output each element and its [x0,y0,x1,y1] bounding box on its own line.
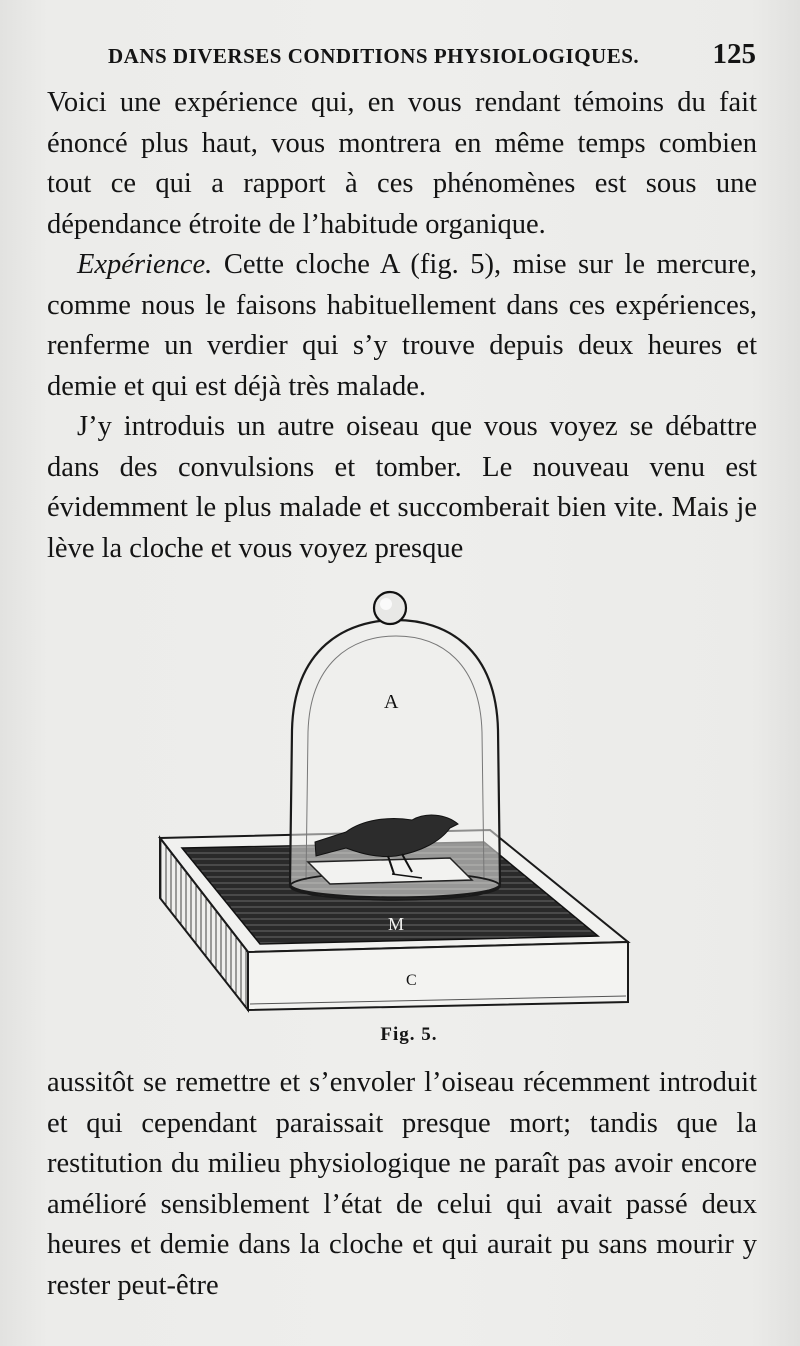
paragraph-4: aussitôt se remettre et s’envoler l’oiseau récemment introduit et qui cependant paraissait presque mort; tandis que la restitution du milieu physiologique ne paraît pas avoir encore amélioré sensiblement l’état de celui qui avait passé deux heures et demie dans la cloche et qui aurait pu sans mourir y rester peut-être [47,1067,757,1301]
label-mercury: M [388,914,405,934]
bell-jar-illustration [150,580,640,1020]
text-block-top [47,83,757,569]
figure-bell-jar [150,580,640,1020]
text-block-bottom [47,1063,757,1306]
paragraph-2-body: Cette cloche A (fig. 5), mise sur le mercure, comme nous le faisons habituellement dans ces expériences, renferme un verdier qui s’y trouve depuis deux heures et demie et qui est déjà très malade. [47,249,757,402]
figure-caption: Fig. 5. [380,1024,438,1045]
label-bell: A [384,691,399,713]
running-head: DANS DIVERSES CONDITIONS PHYSIOLOGIQUES. [108,44,640,68]
page-header [108,38,756,72]
label-basin: C [406,972,417,989]
paragraph-1: Voici une expérience qui, en vous rendant témoins du fait énoncé plus haut, vous montrera en même temps combien tout ce qui a rapport à ces phénomènes est sous une dépendance étroite de l’habitude organique. [47,87,757,240]
paragraph-3: J’y introduis un autre oiseau que vous voyez se débattre dans des convulsions et tomber. Le nouveau venu est évidemment le plus malade et succomberait bien vite. Mais je lève la cloche et vous voyez presque [47,411,757,564]
page-number: 125 [712,38,756,70]
experience-heading: Expérience. [77,249,213,280]
paragraph-2 [47,245,757,407]
